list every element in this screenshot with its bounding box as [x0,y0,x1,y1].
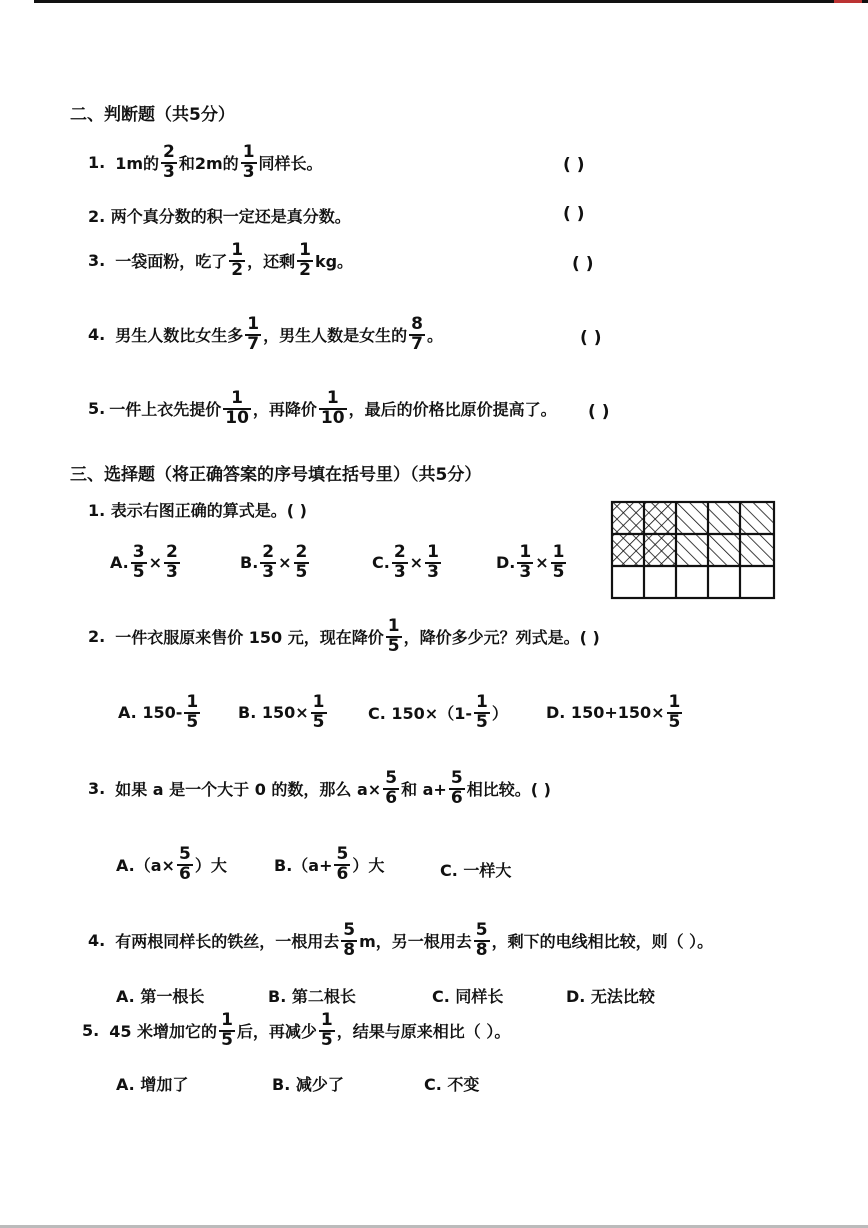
choice-q2-option-b[interactable]: B. 150× $\frac{1}{5}$ [238,692,325,732]
q-text: ，再降价 [252,400,317,420]
q-text: 。 [426,326,443,346]
judge-q2 [88,204,351,227]
choice-q3 [88,770,551,808]
choice-q5-option-c[interactable]: C. 不变 [424,1075,480,1094]
q-text: kg。 [314,252,354,272]
q-text: 如果 a 是一个大于 0 的数，那么 a× [115,780,382,800]
choice-q4-option-a[interactable]: A. 第一根长 [116,987,205,1006]
q-text: m，另一根用去 [359,932,472,952]
choice-q4-option-c[interactable]: C. 同样长 [432,987,504,1006]
answer-blank[interactable]: ( ) [563,204,585,224]
answer-blank[interactable]: ( ) [588,402,610,422]
choice-q2-option-c[interactable]: C. 150×（1- $\frac{1}{5}$ ） [368,692,508,732]
choice-q2-option-a[interactable]: A. 150- $\frac{1}{5}$ [118,692,199,732]
judge-q4 [88,316,443,354]
fraction: $\frac{1}{5}$ [475,692,488,732]
choice-q3-option-c[interactable]: C. 一样大 [440,861,512,880]
q-text: 一袋面粉，吃了 [115,252,228,272]
answer-blank[interactable]: ( ) [572,254,594,274]
fraction: $\frac{1}{2}$ [299,240,311,280]
q-text: ，还剩 [247,252,296,272]
q-text: 同样长。 [258,154,323,174]
q-text: 后，再减少 [236,1022,317,1042]
answer-blank[interactable]: ( ) [580,328,602,348]
fraction: $\frac{1}{2}$ [231,240,244,280]
fraction: $\frac{1}{3}$ [427,542,439,582]
q-number: 2. [88,627,106,647]
q-text: 1. 表示右图正确的算式是。( ) [88,501,307,520]
q-number: 4. [88,325,106,345]
judge-q1 [88,144,323,182]
fraction: $\frac{1}{5}$ [221,1010,233,1050]
fraction: $\frac{1}{3}$ [519,542,532,582]
q-text: 男生人数比女生多 [115,326,244,346]
q-text: 1m的 [115,154,160,174]
choice-q3-option-b[interactable]: B.（a+ $\frac{5}{6}$ ）大 [274,844,385,884]
choice-q5 [82,1012,510,1050]
q-text: 有两根同样长的铁丝，一根用去 [115,932,340,952]
q-number: 3. [88,251,106,271]
q-number: 4. [88,931,106,951]
judge-q5 [88,390,557,428]
fraction: $\frac{1}{3}$ [242,142,255,182]
fraction: $\frac{2}{5}$ [295,542,308,582]
fraction: $\frac{5}{6}$ [385,768,398,808]
choice-q2 [88,618,600,656]
fraction: $\frac{1}{5}$ [552,542,565,582]
q-number: 1. [88,153,106,173]
fraction: $\frac{8}{7}$ [411,314,423,354]
section2-heading [70,100,235,125]
q-text: ，男生人数是女生的 [263,326,408,346]
choice-q1 [88,498,307,521]
choice-q1-option-d[interactable]: D. $\frac{1}{3}$ × $\frac{1}{5}$ [496,542,565,582]
fraction: $\frac{1}{10}$ [320,388,345,428]
fraction: $\frac{5}{6}$ [178,844,191,884]
q-text: 一件上衣先提价 [109,400,222,420]
top-mark [834,0,862,3]
q-text: ，剩下的电线相比较，则（ ）。 [491,932,714,952]
top-border [34,0,868,3]
q-text: ，最后的价格比原价提高了。 [348,400,557,420]
judge-q3 [88,242,353,280]
q-text: ，降价多少元？列式是。( ) [403,628,600,648]
fraction: $\frac{1}{5}$ [320,1010,333,1050]
q-text: 2. 两个真分数的积一定还是真分数。 [88,207,351,226]
q-text: 和2m的 [178,154,239,174]
fraction: $\frac{5}{8}$ [475,920,488,960]
section3-heading-text: 三、选择题（将正确答案的序号填在括号里）（共5分） [70,465,482,485]
fraction: $\frac{2}{3}$ [166,542,178,582]
fraction: $\frac{5}{6}$ [336,844,349,884]
fraction: $\frac{2}{3}$ [393,542,406,582]
fraction: $\frac{1}{5}$ [186,692,199,732]
q-number: 3. [88,779,106,799]
q-number: 5. [88,399,106,419]
choice-q4-option-b[interactable]: B. 第二根长 [268,987,356,1006]
choice-q3-option-a[interactable]: A.（a× $\frac{5}{6}$ ）大 [116,844,227,884]
fraction: $\frac{1}{5}$ [668,692,681,732]
choice-q1-option-b[interactable]: B. $\frac{2}{3}$ × $\frac{2}{5}$ [240,542,308,582]
section3-heading [70,460,481,485]
q-text: 和 a+ [401,780,447,800]
fraction: $\frac{1}{5}$ [387,616,400,656]
q-text: 相比较。( ) [466,780,551,800]
answer-blank[interactable]: ( ) [563,155,585,175]
fraction: $\frac{2}{3}$ [262,542,275,582]
choice-q4-option-d[interactable]: D. 无法比较 [566,987,655,1006]
choice-q4 [88,922,713,960]
q-text: 一件衣服原来售价 150 元，现在降价 [115,628,384,648]
fraction: $\frac{2}{3}$ [163,142,175,182]
choice-q1-option-a[interactable]: A. $\frac{3}{5}$ × $\frac{2}{3}$ [110,542,178,582]
choice-q5-option-a[interactable]: A. 增加了 [116,1075,189,1094]
fraction: $\frac{1}{7}$ [247,314,260,354]
fraction-grid-figure [610,500,776,600]
q-text: 45 米增加它的 [109,1022,218,1042]
fraction: $\frac{5}{6}$ [450,768,463,808]
fraction: $\frac{1}{10}$ [225,388,249,428]
fraction: $\frac{1}{5}$ [312,692,325,732]
section2-heading-text: 二、判断题（共5分） [70,105,235,125]
choice-q5-option-b[interactable]: B. 减少了 [272,1075,344,1094]
fraction: $\frac{3}{5}$ [132,542,145,582]
fraction: $\frac{5}{8}$ [343,920,356,960]
choice-q1-option-c[interactable]: C. $\frac{2}{3}$ × $\frac{1}{3}$ [372,542,439,582]
choice-q2-option-d[interactable]: D. 150+150× $\frac{1}{5}$ [546,692,681,732]
q-text: ，结果与原来相比（ ）。 [336,1022,511,1042]
q-number: 5. [82,1021,100,1041]
